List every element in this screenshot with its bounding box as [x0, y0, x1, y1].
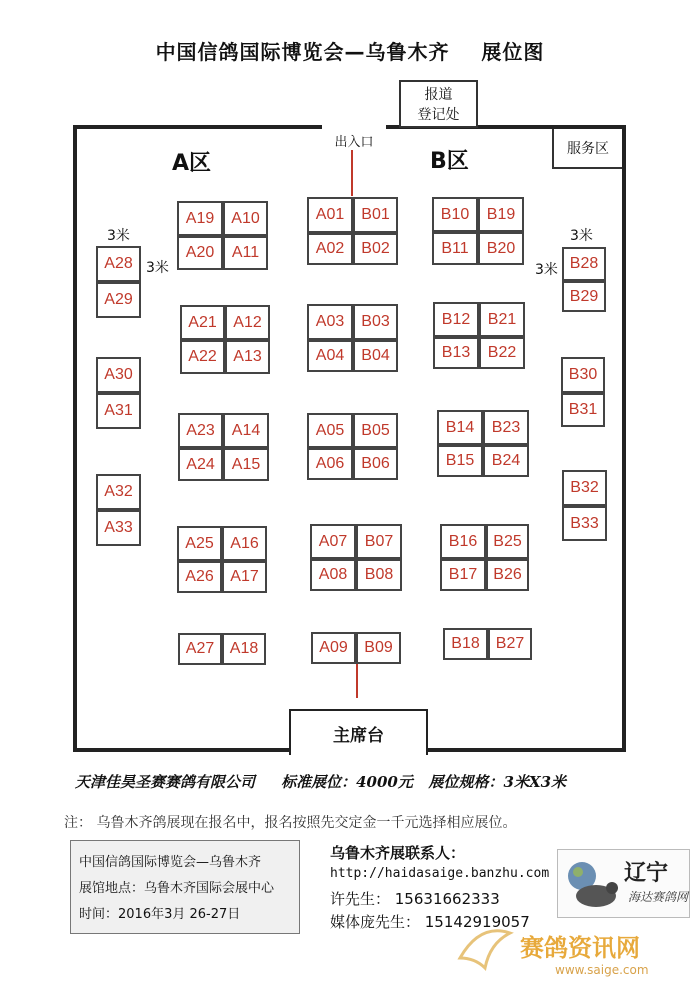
dim-label-a-width: 3米 — [107, 228, 130, 244]
entrance-line — [351, 150, 353, 196]
booth-b10[interactable]: B10 — [432, 197, 478, 232]
page-title: 中国信鸽国际博览会—乌鲁木齐 展位图 — [155, 40, 545, 64]
booth-b24[interactable]: B24 — [483, 445, 529, 477]
booth-a13[interactable]: A13 — [225, 340, 270, 374]
booth-b12[interactable]: B12 — [433, 302, 479, 337]
booth-a31[interactable]: A31 — [96, 393, 141, 429]
booth-a28[interactable]: A28 — [96, 246, 141, 282]
booth-a12[interactable]: A12 — [225, 305, 270, 340]
watermark-text: 赛鸽资讯网 — [520, 934, 640, 962]
booth-b13[interactable]: B13 — [433, 337, 479, 369]
contact-url[interactable]: http://haidasaige.banzhu.com — [330, 866, 550, 881]
booth-a07[interactable]: A07 — [310, 524, 356, 559]
booth-a33[interactable]: A33 — [96, 510, 141, 546]
dim-label-b-height: 3米 — [535, 262, 558, 278]
booth-b26[interactable]: B26 — [486, 559, 529, 591]
booth-a23[interactable]: A23 — [178, 413, 223, 448]
booth-a08[interactable]: A08 — [310, 559, 356, 591]
booth-a03[interactable]: A03 — [307, 304, 353, 340]
booth-b33[interactable]: B33 — [562, 506, 607, 541]
service-area: 服务区 — [552, 129, 622, 169]
booth-b05[interactable]: B05 — [353, 413, 398, 448]
booth-b06[interactable]: B06 — [353, 448, 398, 480]
booth-b08[interactable]: B08 — [356, 559, 402, 591]
liaoning-haida-logo — [557, 849, 690, 918]
booth-b02[interactable]: B02 — [353, 233, 398, 265]
logo-name: 海达赛鸽网 — [628, 890, 689, 904]
booth-b31[interactable]: B31 — [561, 393, 605, 427]
registration-line2: 登记处 — [417, 107, 460, 123]
booth-a05[interactable]: A05 — [307, 413, 353, 448]
main-stage: 主席台 — [289, 709, 428, 755]
booth-b27[interactable]: B27 — [488, 628, 532, 660]
booth-b19[interactable]: B19 — [478, 197, 524, 232]
booth-a02[interactable]: A02 — [307, 233, 353, 265]
booth-a09[interactable]: A09 — [311, 632, 356, 664]
zone-b-label: B区 — [430, 149, 469, 174]
booth-a21[interactable]: A21 — [180, 305, 225, 340]
registration-line1: 报道 — [424, 87, 453, 103]
booth-b16[interactable]: B16 — [440, 524, 486, 559]
booth-a16[interactable]: A16 — [222, 526, 267, 561]
booth-a26[interactable]: A26 — [177, 561, 222, 593]
booth-b22[interactable]: B22 — [479, 337, 525, 369]
booth-a01[interactable]: A01 — [307, 197, 353, 233]
booth-b11[interactable]: B11 — [432, 232, 478, 265]
contact-pang: 媒体庞先生： 15142919057 — [330, 913, 530, 931]
booth-a04[interactable]: A04 — [307, 340, 353, 372]
booth-b09[interactable]: B09 — [356, 632, 401, 664]
booth-b18[interactable]: B18 — [443, 628, 488, 660]
zone-a-label: A区 — [172, 151, 212, 176]
booth-a11[interactable]: A11 — [223, 236, 268, 270]
booth-b30[interactable]: B30 — [561, 357, 605, 393]
booth-a32[interactable]: A32 — [96, 474, 141, 510]
booth-b01[interactable]: B01 — [353, 197, 398, 233]
booth-a25[interactable]: A25 — [177, 526, 222, 561]
booth-a22[interactable]: A22 — [180, 340, 225, 374]
booth-a30[interactable]: A30 — [96, 357, 141, 393]
booth-b29[interactable]: B29 — [562, 281, 606, 312]
booth-b04[interactable]: B04 — [353, 340, 398, 372]
booth-b07[interactable]: B07 — [356, 524, 402, 559]
contact-xu: 许先生： 15631662333 — [330, 890, 500, 908]
dim-label-b-width: 3米 — [570, 228, 593, 244]
info-time: 时间：2016年3月 26-27日 — [79, 907, 241, 922]
booth-a10[interactable]: A10 — [223, 201, 268, 236]
logo-region: 辽宁 — [624, 861, 669, 886]
booth-a15[interactable]: A15 — [223, 448, 269, 481]
booth-b03[interactable]: B03 — [353, 304, 398, 340]
contact-title: 乌鲁木齐展联系人： — [330, 844, 466, 862]
booth-a17[interactable]: A17 — [222, 561, 267, 593]
booth-b17[interactable]: B17 — [440, 559, 486, 591]
booth-a06[interactable]: A06 — [307, 448, 353, 480]
info-title: 中国信鸽国际博览会—乌鲁木齐 — [79, 855, 262, 870]
registration-note: 注： 乌鲁木齐鸽展现在报名中，报名按照先交定金一千元选择相应展位。 — [64, 815, 517, 831]
booth-b32[interactable]: B32 — [562, 470, 607, 506]
dim-label-a-height: 3米 — [146, 260, 169, 276]
booth-a20[interactable]: A20 — [177, 236, 223, 270]
booth-a18[interactable]: A18 — [222, 633, 266, 665]
booth-a14[interactable]: A14 — [223, 413, 269, 448]
entrance-gap — [322, 121, 386, 131]
entrance-label: 出入口 — [334, 135, 374, 150]
registration-desk — [399, 80, 478, 128]
stage-line — [356, 663, 358, 698]
watermark-bird-icon — [455, 918, 515, 978]
booth-a27[interactable]: A27 — [178, 633, 222, 665]
pigeon-icon — [560, 856, 620, 914]
booth-a29[interactable]: A29 — [96, 282, 141, 318]
company-pricing-line: 天津佳昊圣赛赛鸽有限公司 标准展位：4000元 展位规格：3米X3米 — [75, 773, 567, 791]
booth-b21[interactable]: B21 — [479, 302, 525, 337]
booth-b28[interactable]: B28 — [562, 247, 606, 281]
watermark-url: www.saige.com — [555, 963, 649, 977]
booth-b25[interactable]: B25 — [486, 524, 529, 559]
event-info-box — [70, 840, 300, 934]
booth-b14[interactable]: B14 — [437, 410, 483, 445]
info-venue: 展馆地点：乌鲁木齐国际会展中心 — [79, 881, 275, 896]
booth-b15[interactable]: B15 — [437, 445, 483, 477]
booth-b23[interactable]: B23 — [483, 410, 529, 445]
booth-a19[interactable]: A19 — [177, 201, 223, 236]
booth-a24[interactable]: A24 — [178, 448, 223, 481]
booth-b20[interactable]: B20 — [478, 232, 524, 265]
